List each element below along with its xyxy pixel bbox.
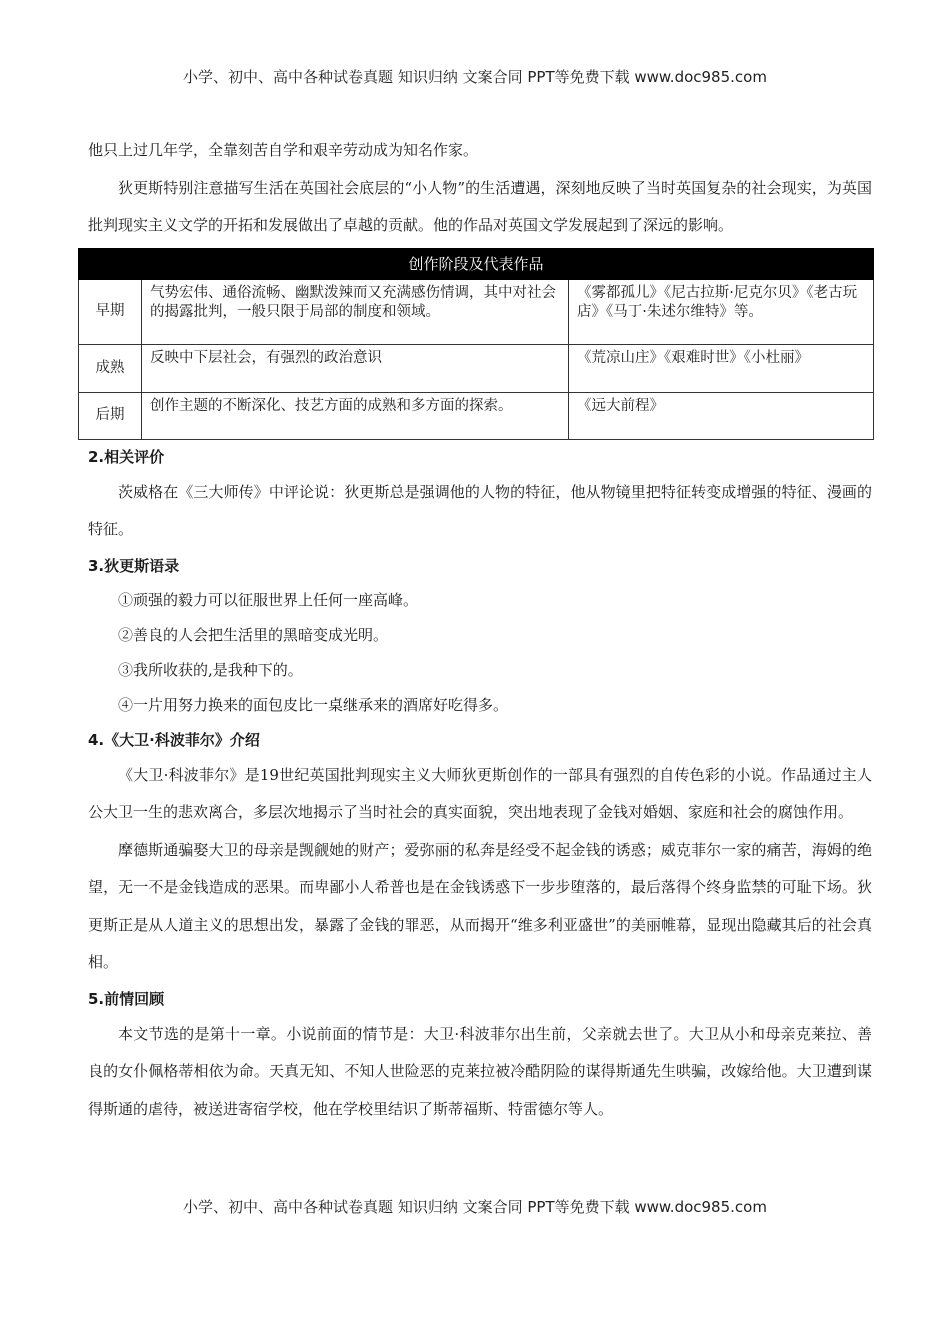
desc-cell: 气势宏伟、通俗流畅、幽默泼辣而又充满感伤情调，其中对社会的揭露批判，一般只限于局部的制度和领域。	[142, 279, 569, 344]
works-cell: 《荒凉山庄》《艰难时世》《小杜丽》	[569, 344, 874, 392]
works-table	[78, 248, 874, 440]
stage-cell: 早期	[79, 279, 142, 344]
section-heading-novel-intro: 4.《大卫·科波菲尔》介绍	[88, 730, 260, 749]
desc-cell: 创作主题的不断深化、技艺方面的成熟和多方面的探索。	[142, 392, 569, 439]
quote-item: ②善良的人会把生活里的黑暗变成光明。	[118, 625, 389, 644]
intro-paragraph-1: 他只上过几年学，全靠刻苦自学和艰辛劳动成为知名作家。	[88, 141, 479, 159]
table-row	[79, 279, 874, 344]
novel-intro-paragraph-2: 摩德斯通骗娶大卫的母亲是觊觎她的财产；爱弥丽的私奔是经受不起金钱的诱惑；威克菲尔一家的痛苦，海姆的绝望，无一不是金钱造成的恶果。而卑鄙小人希普也是在金钱诱惑下一步步堕落的，最后落得个终身监禁的可耻下场。狄更斯正是从人道主义的思想出发，暴露了金钱的罪恶，从而揭开“维多利亚盛世”的美丽帷幕，显现出隐藏其后的社会真相。	[88, 840, 872, 971]
stage-cell: 后期	[79, 392, 142, 439]
section-heading-recap: 5.前情回顾	[88, 989, 165, 1008]
section-heading-quotes: 3.狄更斯语录	[88, 556, 180, 575]
table-title: 创作阶段及代表作品	[79, 248, 874, 279]
section-heading-evaluation: 2.相关评价	[88, 447, 165, 466]
works-cell: 《雾都孤儿》《尼古拉斯·尼克尔贝》《老古玩店》《马丁·朱述尔维特》等。	[569, 279, 874, 344]
table-row	[79, 392, 874, 439]
desc-cell: 反映中下层社会，有强烈的政治意识	[142, 344, 569, 392]
stage-cell: 成熟	[79, 344, 142, 392]
intro-paragraph-2: 狄更斯特别注意描写生活在英国社会底层的“小人物”的生活遭遇，深刻地反映了当时英国复杂的社会现实，为英国批判现实主义文学的开拓和发展做出了卓越的贡献。他的作品对英国文学发展起到了深远的影响。	[88, 178, 872, 234]
document-body	[88, 132, 872, 1128]
page-footer: 小学、初中、高中各种试卷真题 知识归纳 文案合同 PPT等免费下载 www.doc985.com	[183, 1198, 767, 1216]
evaluation-paragraph: 茨威格在《三大师传》中评论说：狄更斯总是强调他的人物的特征，他从物镜里把特征转变成增强的特征、漫画的特征。	[88, 482, 872, 538]
quote-item: ③我所收获的,是我种下的。	[118, 660, 303, 679]
quote-item: ④一片用努力换来的面包皮比一桌继承来的酒席好吃得多。	[118, 695, 509, 714]
works-cell: 《远大前程》	[569, 392, 874, 439]
novel-intro-paragraph-1: 《大卫·科波菲尔》是19世纪英国批判现实主义大师狄更斯创作的一部具有强烈的自传色彩的小说。作品通过主人公大卫一生的悲欢离合，多层次地揭示了当时社会的真实面貌，突出地表现了金钱对婚姻、家庭和社会的腐蚀作用。	[88, 765, 872, 821]
page-header: 小学、初中、高中各种试卷真题 知识归纳 文案合同 PPT等免费下载 www.doc985.com	[183, 68, 767, 86]
recap-paragraph: 本文节选的是第十一章。小说前面的情节是：大卫·科波菲尔出生前，父亲就去世了。大卫从小和母亲克莱拉、善良的女仆佩格蒂相依为命。天真无知、不知人世险恶的克莱拉被冷酷阴险的谋得斯通先生哄骗，改嫁给他。大卫遭到谋得斯通的虐待，被送进寄宿学校，他在学校里结识了斯蒂福斯、特雷德尔等人。	[88, 1024, 872, 1118]
quote-item: ①顽强的毅力可以征服世界上任何一座高峰。	[118, 590, 419, 609]
table-row	[79, 344, 874, 392]
